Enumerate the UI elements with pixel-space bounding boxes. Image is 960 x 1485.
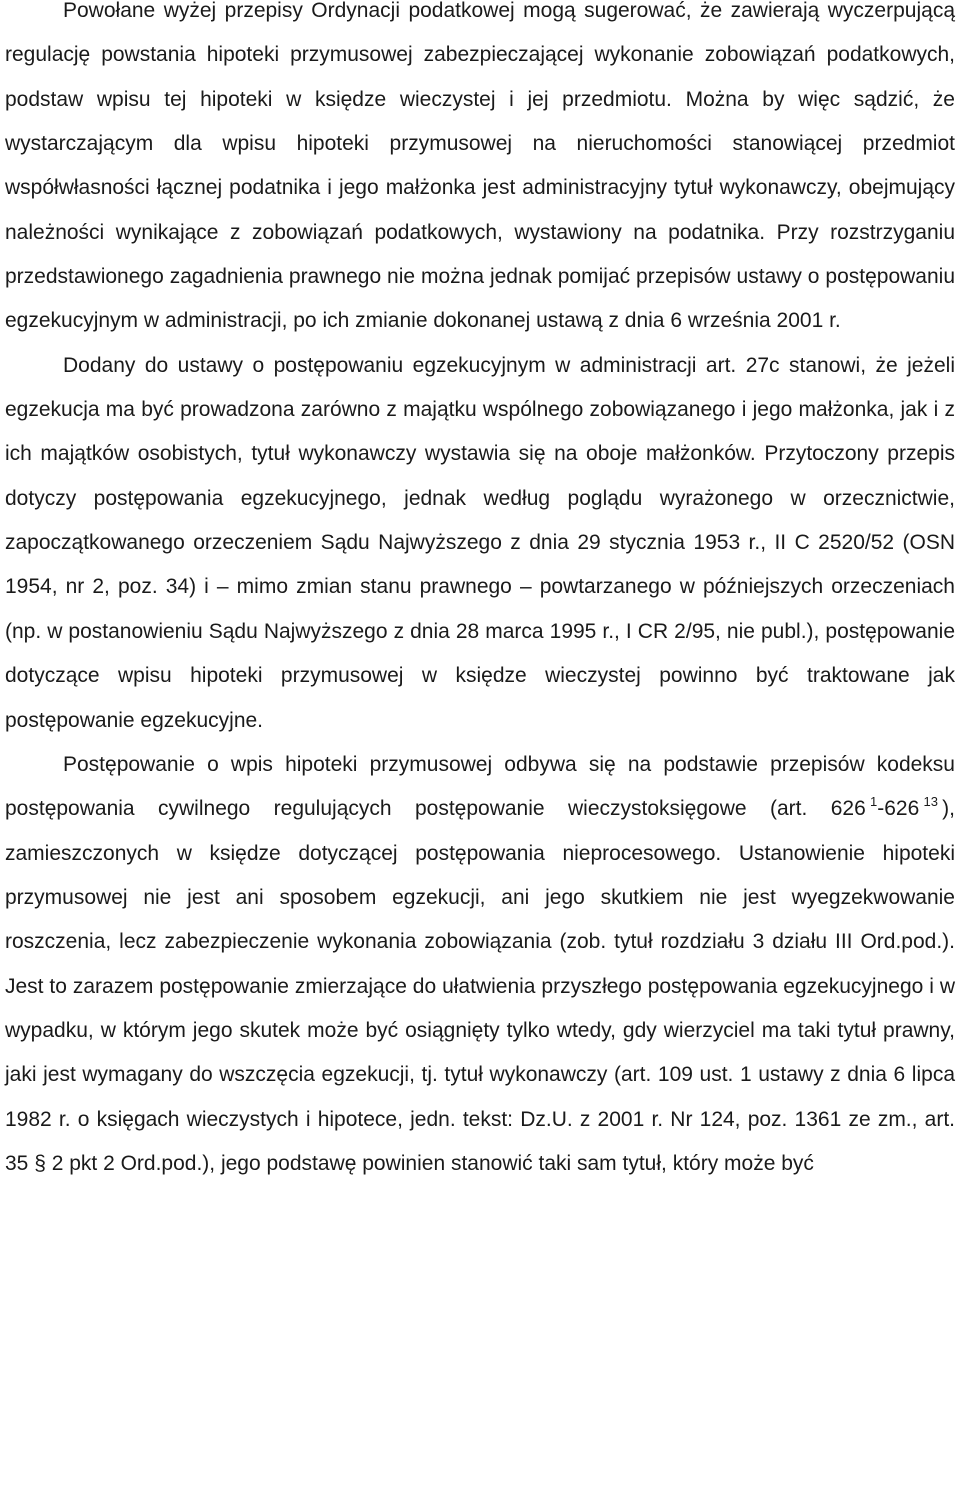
superscript-1: 1 [870, 794, 878, 810]
p3-sentence-2: Ustanowienie hipoteki przymusowej nie jest ani sposobem egzekucji, ani jego skutkiem nie jest wyegzekwowanie roszczenia, lecz zabezpieczenie wykonania zobowiązania (zob. tytuł rozdziału 3 działu III Ord.pod.). [5, 841, 955, 954]
paragraph-1 [5, 0, 955, 344]
p3-sentence-1-end: ), zamieszczonych w księdze dotyczącej postępowania nieprocesowego. [5, 797, 955, 865]
p2-sentence-2: Przytoczony przepis dotyczy postępowania egzekucyjnego, jednak według poglądu wyrażonego w orzecznictwie, zapoczątkowanego orzeczeniem Sądu Najwyższego z dnia 29 stycznia 1953 r., II C 2520/52 (OSN 1954, nr 2, poz. 34) i – mimo zmian stanu prawnego – powtarzanego w późniejszych orzeczeniach (np. w postanowieniu Sądu Najwyższego z dnia 28 marca 1995 r., I CR 2/95, nie publ.), postępowanie dotyczące wpisu hipoteki przymusowej w księdze wieczystej powinno być traktowane jak postępowanie egzekucyjne. [5, 442, 955, 732]
p1-sentence-3: Przy rozstrzyganiu przedstawionego zagadnienia prawnego nie można jednak pomijać przepisów ustawy o postępowaniu egzekucyjnym w administracji, po ich zmianie dokonanej ustawą z dnia 6 września 2001 r. [5, 220, 955, 333]
p3-sentence-3: Jest to zarazem postępowanie zmierzające do ułatwienia przyszłego postępowania egzekucyjnego i w wypadku, w którym jego skutek może być osiągnięty tylko wtedy, gdy wierzyciel ma taki tytuł prawny, jaki jest wymagany do wszczęcia egzekucji, tj. tytuł wykonawczy (art. 109 ust. 1 ustawy z dnia 6 lipca 1982 r. o księgach wieczystych i hipotece, jedn. tekst: Dz.U. z 2001 r. Nr 124, poz. 1361 ze zm., art. 35 § 2 pkt 2 Ord.pod.), jego podstawę powinien stanowić taki sam tytuł, który może być [5, 974, 955, 1175]
p1-sentence-2: Można by więc sądzić, że wystarczającym dla wpisu hipoteki przymusowej na nieruchomości stanowiącej przedmiot współwłasności łącznej podatnika i jego małżonka jest administracyjny tytuł wykonawczy, obejmujący należności wynikające z zobowiązań podatkowych, wystawiony na podatnika. [5, 87, 955, 244]
paragraph-2 [5, 344, 955, 743]
p2-sentence-1: Dodany do ustawy o postępowaniu egzekucyjnym w administracji art. 27c stanowi, że jeżeli egzekucja ma być prowadzona zarówno z majątku wspólnego zobowiązanego i jego małżonka, jak i z ich majątków osobistych, tytuł wykonawczy wystawia się na oboje małżonków. [5, 353, 955, 466]
p3-sentence-1-start: Postępowanie o wpis hipoteki przymusowej odbywa się na podstawie przepisów kodeksu postępowania cywilnego regulujących postępowanie wieczystoksięgowe (art. 626 [5, 752, 955, 821]
paragraph-3 [5, 743, 955, 1186]
superscript-13: 13 [923, 794, 938, 810]
p1-sentence-1: Powołane wyżej przepisy Ordynacji podatkowej mogą sugerować, że zawierają wyczerpującą regulację powstania hipoteki przymusowej zabezpieczającej wykonanie zobowiązań podatkowych, podstaw wpisu tej hipoteki w księdze wieczystej i jej przedmiotu. [5, 0, 955, 111]
document-body [5, 0, 955, 1186]
p3-sentence-1-mid: -626 [877, 797, 920, 821]
